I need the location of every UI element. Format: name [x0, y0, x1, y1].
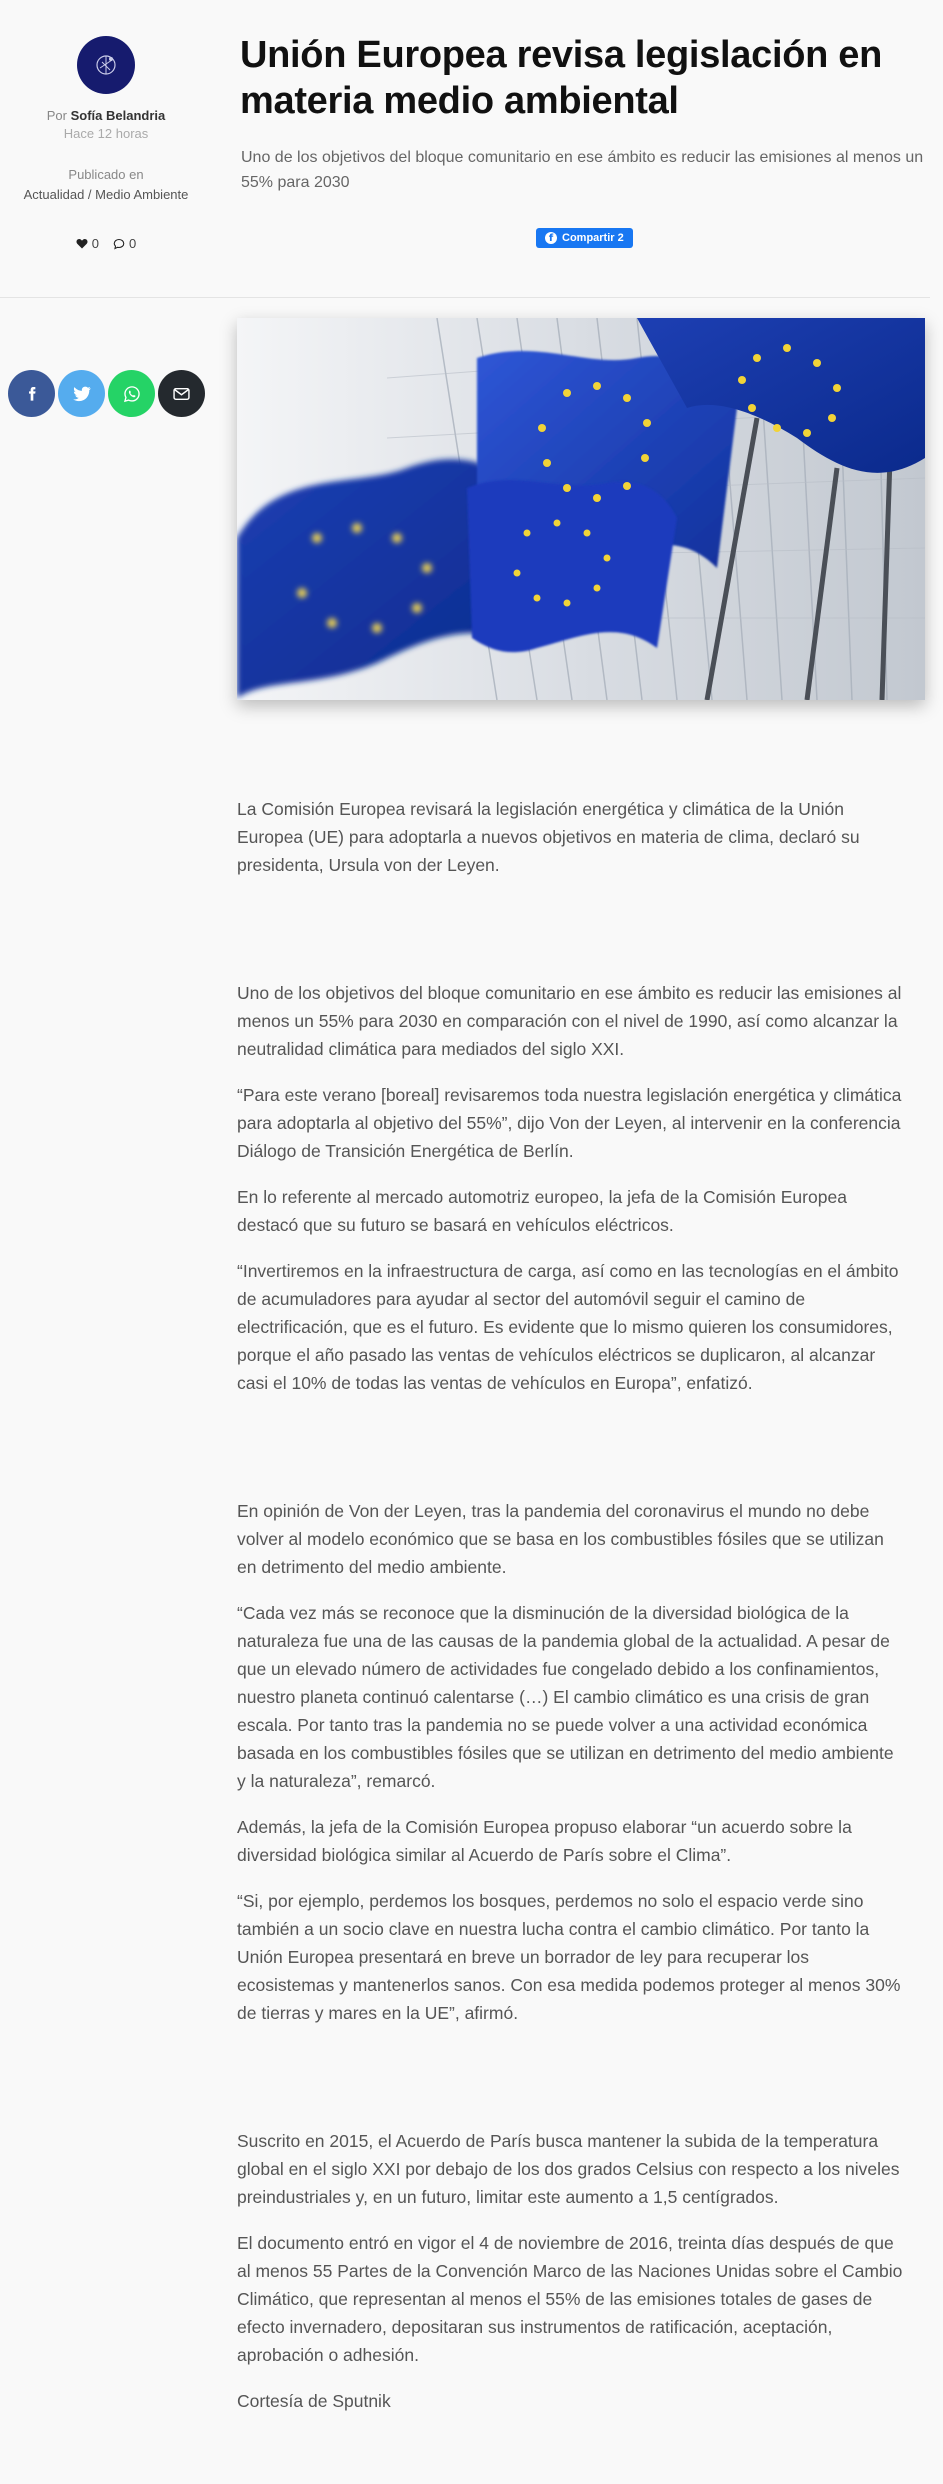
article-subtitle: Uno de los objetivos del bloque comunitario en ese ámbito es reducir las emisiones al menos un 55% para 2030 — [241, 149, 924, 191]
share-whatsapp-button[interactable] — [108, 370, 155, 417]
social-share-bar — [8, 370, 205, 417]
article-paragraph: Suscrito en 2015, el Acuerdo de París busca mantener la subida de la temperatura global en el siglo XXI por debajo de los dos grados Celsius con respecto a los niveles preindustriales y, en un futuro, limitar este aumento a 1,5 centígrados. — [237, 2131, 900, 2207]
facebook-icon: f — [545, 232, 557, 244]
twitter-icon — [73, 386, 91, 402]
article-paragraph: En opinión de Von der Leyen, tras la pandemia del coronavirus el mundo no debe volver al modelo económico que se basa en los combustibles fósiles que se utilizan en detrimento del medio ambiente. — [237, 1501, 884, 1577]
comment-icon — [113, 238, 125, 250]
author-name[interactable]: Sofía Belandria — [70, 108, 166, 123]
category-links[interactable]: Actualidad / Medio Ambiente — [23, 187, 189, 202]
article-header — [0, 0, 943, 300]
comments-count: 0 — [129, 236, 137, 251]
envelope-icon — [173, 387, 190, 401]
hero-image-eu-flags — [237, 318, 925, 700]
likes-count: 0 — [91, 236, 99, 251]
facebook-share-button[interactable] — [536, 228, 633, 248]
whatsapp-icon — [123, 385, 141, 403]
share-label: Compartir 2 — [562, 232, 624, 244]
likes-stat[interactable] — [76, 236, 99, 251]
header-divider — [0, 297, 930, 298]
article-paragraph: En lo referente al mercado automotriz europeo, la jefa de la Comisión Europea destacó que su futuro se basará en vehículos eléctricos. — [237, 1187, 847, 1235]
author-avatar[interactable] — [77, 36, 135, 94]
share-twitter-button[interactable] — [58, 370, 105, 417]
share-facebook-button[interactable] — [8, 370, 55, 417]
article-title: Unión Europea revisa legislación en materia medio ambiental — [240, 34, 883, 122]
article-body — [237, 795, 905, 2433]
article-paragraph: “Para este verano [boreal] revisaremos toda nuestra legislación energética y climática para adoptarla al objetivo del 55%”, dijo Von der Leyen, al intervenir en la conferencia Diálogo de Transición Energética de Berlín. — [237, 1085, 902, 1161]
published-label: Publicado en — [68, 167, 144, 182]
article-paragraph: El documento entró en vigor el 4 de noviembre de 2016, treinta días después de que al menos 55 Partes de la Convención Marco de las Naciones Unidas sobre el Cambio Climático, que representan al menos el 55% de las emisiones totales de gases de efecto invernadero, depositaran sus instrumentos de ratificación, aceptación, aprobación o adhesión. — [237, 2233, 903, 2365]
author-avatar-icon — [89, 48, 123, 82]
article-paragraph: “Si, por ejemplo, perdemos los bosques, perdemos no solo el espacio verde sino también a un socio clave en nuestra lucha contra el cambio climático. Por tanto la Unión Europea presentará en breve un borrador de ley para recuperar los ecosistemas y mantenerlos sanos. Con esa medida podemos proteger al menos 30% de tierras y mares en la UE”, afirmó. — [237, 1891, 901, 2023]
author-info — [0, 36, 212, 251]
byline — [0, 108, 212, 123]
article-stats — [0, 236, 212, 251]
heart-icon — [76, 238, 88, 249]
eu-flags-photo — [237, 318, 925, 700]
article-paragraph: “Invertiremos en la infraestructura de carga, así como en las tecnologías en el ámbito de acumuladores para ayudar al sector del automóvil seguir el camino de electrificación, que es el futuro. Es evidente que lo mismo quieren los consumidores, porque el año pasado las ventas de vehículos eléctricos se duplicaron, al alcanzar casi el 10% de todas las ventas de vehículos en Europa”, enfatizó. — [237, 1261, 899, 1393]
article-paragraph: Uno de los objetivos del bloque comunitario en ese ámbito es reducir las emisiones al menos un 55% para 2030 en comparación con el nivel de 1990, así como alcanzar la neutralidad climática para mediados del siglo XXI. — [237, 983, 902, 1059]
share-email-button[interactable] — [158, 370, 205, 417]
article-paragraph: La Comisión Europea revisará la legislación energética y climática de la Unión Europea (UE) para adoptarla a nuevos objetivos en materia de clima, declaró su presidenta, Ursula von der Leyen. — [237, 799, 860, 875]
article-paragraph: “Cada vez más se reconoce que la disminución de la diversidad biológica de la naturaleza fue una de las causas de la pandemia global de la actualidad. A pesar de que un elevado número de actividades fue congelado debido a los confinamientos, nuestro planeta continuó calentarse (…) El cambio climático es una crisis de gran escala. Por tanto tras la pandemia no se puede volver a una actividad económica basada en los combustibles fósiles que se utilizan en detrimento del medio ambiente y la naturaleza”, remarcó. — [237, 1603, 894, 1791]
comments-stat[interactable] — [113, 236, 136, 251]
article-paragraph: Además, la jefa de la Comisión Europea propuso elaborar “un acuerdo sobre la diversidad biológica similar al Acuerdo de París sobre el Clima”. — [237, 1817, 852, 1865]
article-credit: Cortesía de Sputnik — [237, 2391, 391, 2411]
publish-time: Hace 12 horas — [63, 126, 149, 141]
byline-prefix: Por — [46, 108, 67, 123]
facebook-icon — [24, 386, 40, 402]
